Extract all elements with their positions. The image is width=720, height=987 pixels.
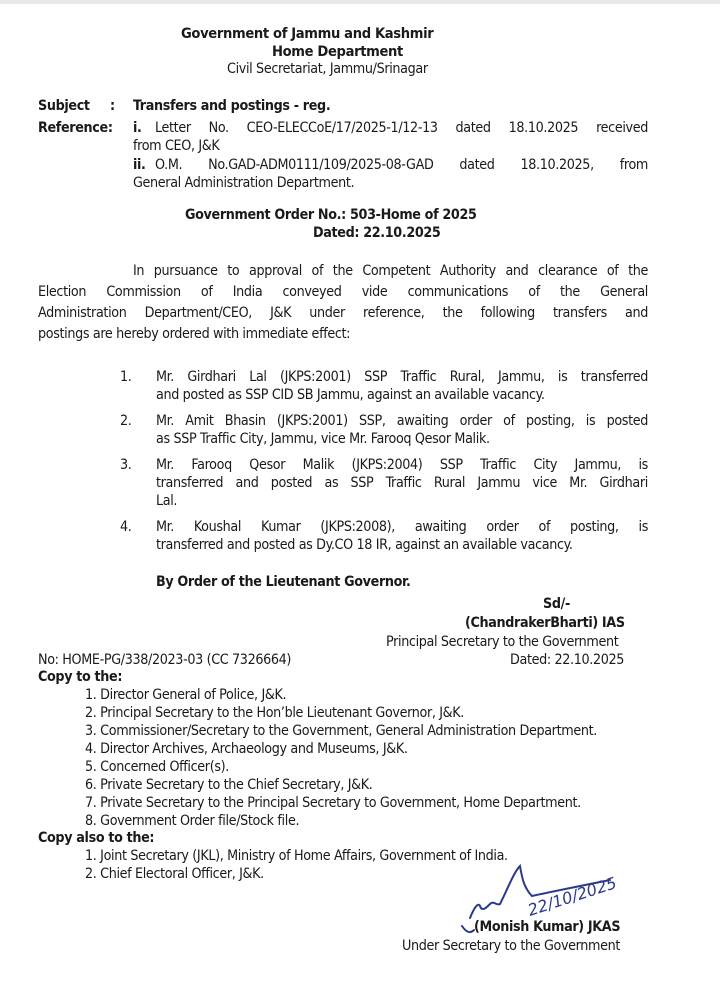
copy-to-item-1: 1. Director General of Police, J&K. (85, 687, 287, 703)
signatory-designation: Principal Secretary to the Government (386, 634, 619, 650)
copy-to-item-7: 7. Private Secretary to the Principal Secretary to Government, Home Department. (85, 795, 581, 811)
order-item-2-num: 2. (120, 413, 132, 429)
subject-colon: : (110, 98, 115, 114)
header-government: Government of Jammu and Kashmir (181, 25, 434, 42)
preamble-line-1: In pursuance to approval of the Competent Authority and clearance of the (133, 263, 648, 279)
copy-to-label: Copy to the: (38, 669, 123, 685)
order-item-1-num: 1. (120, 369, 132, 385)
order-item-3-num: 3. (120, 457, 132, 473)
reference-ii-num: ii. (133, 157, 146, 173)
file-number: No: HOME-PG/338/2023-03 (CC 7326664) (38, 652, 292, 668)
order-dated: Dated: 22.10.2025 (313, 225, 441, 241)
by-order-text: By Order of the Lieutenant Governor. (156, 574, 411, 590)
reference-i-line1: Letter No. CEO-ELECCoE/17/2025-1/12-13 dated 18.10.2025 received (155, 120, 648, 136)
order-item-1-line-2: and posted as SSP CID SB Jammu, against an available vacancy. (156, 387, 545, 403)
copy-to-item-6: 6. Private Secretary to the Chief Secretary, J&K. (85, 777, 373, 793)
order-item-2-line-1: Mr. Amit Bhasin (JKPS:2001) SSP, awaiting order of posting, is posted (156, 413, 648, 429)
under-secretary-designation: Under Secretary to the Government (402, 938, 621, 954)
header-department: Home Department (272, 43, 403, 60)
copy-also-label: Copy also to the: (38, 830, 155, 846)
order-item-3-line-3: Lal. (156, 493, 178, 509)
signatory-sd: Sd/- (543, 596, 570, 612)
preamble-line-4: postings are hereby ordered with immediate effect: (38, 326, 351, 342)
copy-to-item-4: 4. Director Archives, Archaeology and Museums, J&K. (85, 741, 408, 757)
signatory-name: (ChandrakerBharti) IAS (465, 615, 625, 631)
header-address: Civil Secretariat, Jammu/Srinagar (227, 61, 428, 77)
order-item-4-line-2: transferred and posted as Dy.CO 18 IR, against an available vacancy. (156, 537, 573, 553)
svg-text:22/10/2025: 22/10/2025 (525, 873, 619, 920)
top-edge-strip (0, 0, 720, 4)
reference-ii-line1: O.M. No.GAD-ADM0111/109/2025-08-GAD dated 18.10.2025, from (155, 157, 648, 173)
reference-ii-line2: General Administration Department. (133, 175, 355, 191)
under-secretary-name: (Monish Kumar) JKAS (474, 919, 621, 935)
reference-i-line2: from CEO, J&K (133, 138, 220, 154)
order-item-1-line-1: Mr. Girdhari Lal (JKPS:2001) SSP Traffic Rural, Jammu, is transferred (156, 369, 648, 385)
order-item-3-line-1: Mr. Farooq Qesor Malik (JKPS:2004) SSP Traffic City Jammu, is (156, 457, 648, 473)
copy-to-item-5: 5. Concerned Officer(s). (85, 759, 229, 775)
reference-i-num: i. (133, 120, 142, 136)
copy-to-item-2: 2. Principal Secretary to the Hon’ble Lieutenant Governor, J&K. (85, 705, 465, 721)
signatory-dated: Dated: 22.10.2025 (510, 652, 625, 668)
order-item-3-line-2: transferred and posted as SSP Traffic Rural Jammu vice Mr. Girdhari (156, 475, 648, 491)
copy-to-item-8: 8. Government Order file/Stock file. (85, 813, 300, 829)
copy-to-item-3: 3. Commissioner/Secretary to the Government, General Administration Department. (85, 723, 597, 739)
reference-label: Reference: (38, 120, 113, 136)
subject-label: Subject (38, 98, 90, 114)
preamble-line-3: Administration Department/CEO, J&K under reference, the following transfers and (38, 305, 648, 321)
order-item-4-num: 4. (120, 519, 132, 535)
order-number: Government Order No.: 503-Home of 2025 (185, 207, 477, 223)
subject-text: Transfers and postings - reg. (133, 98, 331, 114)
preamble-line-2: Election Commission of India conveyed vide communications of the General (38, 284, 648, 300)
order-item-4-line-1: Mr. Koushal Kumar (JKPS:2008), awaiting order of posting, is (156, 519, 648, 535)
order-item-2-line-2: as SSP Traffic City, Jammu, vice Mr. Farooq Qesor Malik. (156, 431, 490, 447)
copy-also-item-1: 1. Joint Secretary (JKL), Ministry of Home Affairs, Government of India. (85, 848, 508, 864)
copy-also-item-2: 2. Chief Electoral Officer, J&K. (85, 866, 264, 882)
